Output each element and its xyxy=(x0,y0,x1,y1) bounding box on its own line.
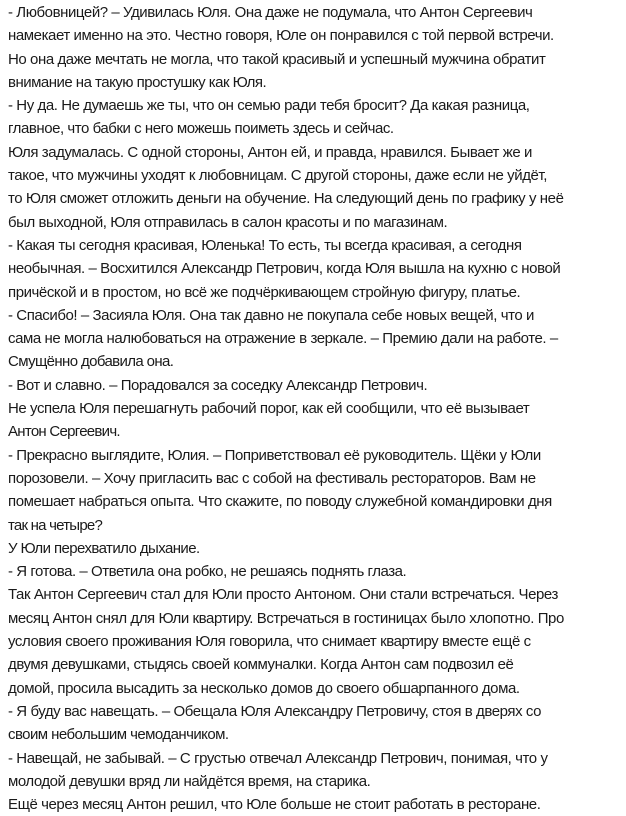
text-line: сама не могла налюбоваться на отражение в зеркале. – Премию дали на работе. – xyxy=(8,330,558,348)
text-line: намекает именно на это. Честно говоря, Юле он понравился с той первой встречи. xyxy=(8,27,554,45)
text-line: своим небольшим чемоданчиком. xyxy=(8,726,229,744)
text-line: - Прекрасно выглядите, Юлия. – Поприветствовал её руководитель. Щёки у Юли xyxy=(8,446,541,464)
text-line: - Спасибо! – Засияла Юля. Она так давно не покупала себе новых вещей, что и xyxy=(8,306,534,324)
text-line: порозовели. – Хочу пригласить вас с собой на фестиваль рестораторов. Вам не xyxy=(8,469,536,487)
text-line: так на четыре? xyxy=(8,516,103,534)
text-line: Так Антон Сергеевич стал для Юли просто Антоном. Они стали встречаться. Через xyxy=(8,586,558,604)
text-line: У Юли перехватило дыхание. xyxy=(8,539,200,557)
text-line: Не успела Юля перешагнуть рабочий порог, как ей сообщили, что её вызывает xyxy=(8,400,530,418)
text-line: внимание на такую простушку как Юля. xyxy=(8,73,267,91)
text-line: - Навещай, не забывай. – С грустью отвечал Александр Петрович, понимая, что у xyxy=(8,749,548,767)
text-line: - Любовницей? – Удивилась Юля. Она даже не подумала, что Антон Сергеевич xyxy=(8,4,533,21)
text-line: причёской и в простом, но всё же подчёркивающем стройную фигуру, платье. xyxy=(8,283,521,301)
text-line: главное, что бабки с него можешь поиметь здесь и сейчас. xyxy=(8,120,394,138)
text-line: помешает набраться опыта. Что скажите, по поводу служебной командировки дня xyxy=(8,493,552,511)
text-line: - Ну да. Не думаешь же ты, что он семью ради тебя бросит? Да какая разница, xyxy=(8,97,530,115)
text-line: условия своего проживания Юля говорила, что снимает квартиру вместе ещё с xyxy=(8,633,531,651)
text-line: двумя девушками, стыдясь своей коммуналки. Когда Антон сам подвозил её xyxy=(8,656,514,674)
text-line: домой, просила высадить за несколько домов до своего обшарпанного дома. xyxy=(8,679,520,697)
text-line: Юля задумалась. С одной стороны, Антон ей, и правда, нравился. Бывает же и xyxy=(8,143,532,161)
text-line: - Я буду вас навещать. – Обещала Юля Александру Петровичу, стоя в дверях со xyxy=(8,702,542,720)
text-line: Антон Сергеевич. xyxy=(8,423,120,441)
text-line: Смущённо добавила она. xyxy=(8,353,174,371)
text-line: такое, что мужчины уходят к любовницам. С другой стороны, даже если не уйдёт, xyxy=(8,167,547,185)
text-line: был выходной, Юля отправилась в салон красоты и по магазинам. xyxy=(8,213,448,231)
text-line: - Я готова. – Ответила она робко, не решаясь поднять глаза. xyxy=(8,563,407,581)
text-line: молодой девушки вряд ли найдётся время, на старика. xyxy=(8,772,371,790)
text-line: Ещё через месяц Антон решил, что Юле больше не стоит работать в ресторане. xyxy=(8,796,541,814)
text-line: месяц Антон снял для Юли квартиру. Встречаться в гостиницах было хлопотно. Про xyxy=(8,609,564,627)
text-line: - Какая ты сегодня красивая, Юленька! То есть, ты всегда красивая, а сегодня xyxy=(8,236,522,254)
text-line: то Юля сможет отложить деньги на обучение. На следующий день по графику у неё xyxy=(8,190,564,208)
text-line: Но она даже мечтать не могла, что такой красивый и успешный мужчина обратит xyxy=(8,50,546,68)
text-line: - Вот и славно. – Порадовался за соседку Александр Петрович. xyxy=(8,376,428,394)
text-line: необычная. – Восхитился Александр Петрович, когда Юля вышла на кухню с новой xyxy=(8,260,561,278)
